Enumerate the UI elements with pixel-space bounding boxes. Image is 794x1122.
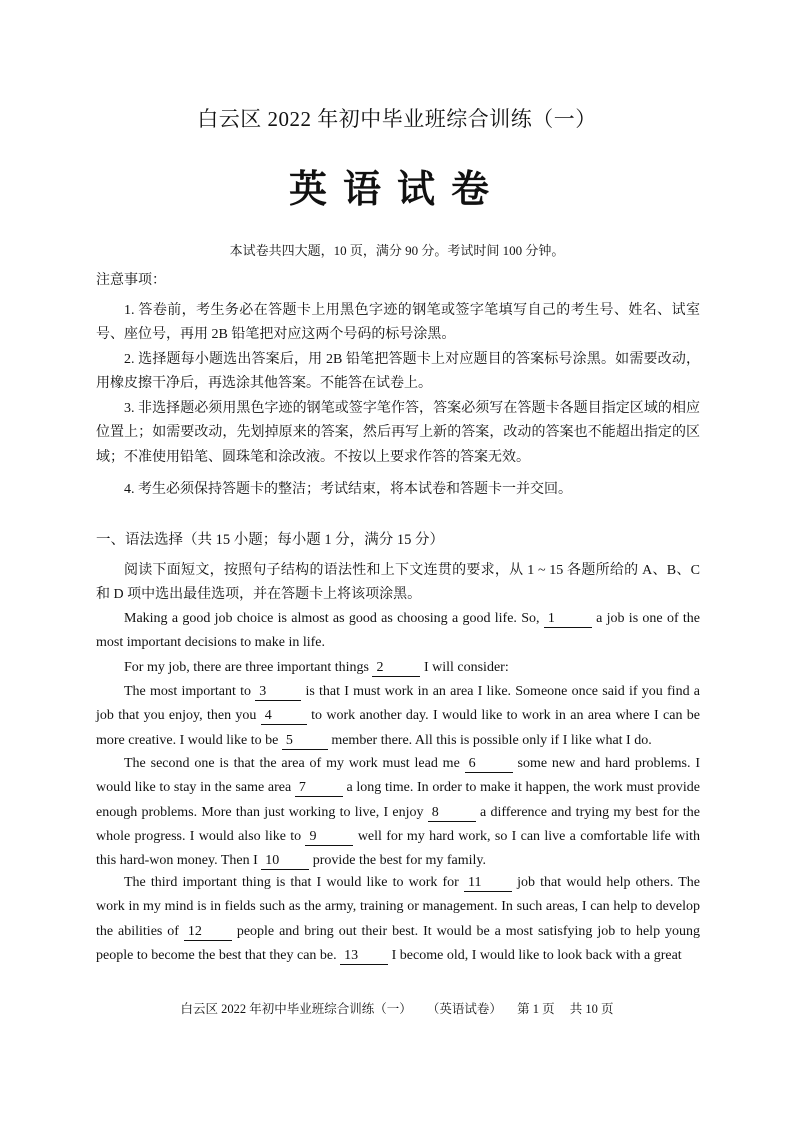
subject-title: 英语试卷 (288, 166, 505, 211)
passage-text: I will consider: (423, 660, 509, 675)
passage-text: some new and hard problems. I would like to stay in the same area (96, 756, 701, 796)
blank-10: 10 (261, 853, 309, 870)
section-instruction: 阅读下面短文，按照句子结构的语法性和上下文连贯的要求，从 1 ~ 15 各题所给的 A、B、C 和 D 项中选出最佳选项，并在答题卡上将该项涂黑。 (96, 563, 700, 603)
blank-8: 8 (428, 805, 476, 822)
passage-paragraph-3 (96, 680, 700, 753)
page-footer (0, 999, 794, 1017)
notice-heading: 注意事项： (96, 273, 166, 288)
passage-text: a long time. In order to make it happen, the work must provide enough problems. More than just working to live, I enjoy (96, 780, 700, 820)
passage-text: I become old, I would like to look back with a great (391, 947, 682, 963)
passage-text: a job is one of the most important decisions to make in life. (96, 611, 701, 651)
passage-text: member there. All this is possible only if I like what I do. (331, 732, 652, 748)
passage-paragraph-5 (96, 871, 700, 968)
passage-text: people and bring out their best. It would be a most satisfying job to help young people to become the best that they can be. (96, 923, 701, 963)
exam-info: 本试卷共四大题，10 页，满分 90 分。考试时间 100 分钟。 (229, 243, 565, 258)
footer-page-total: 共 10 页 (569, 1002, 614, 1016)
passage-paragraph-1 (96, 607, 700, 656)
section-heading: 一、语法选择（共 15 小题；每小题 1 分，满分 15 分） (96, 532, 444, 548)
passage-text: well for my hard work, so I can live a comfortable life with this hard-won money. Then I (96, 828, 701, 869)
blank-4: 4 (261, 708, 307, 725)
notice-item-4: 4. 考生必须保持答题卡的整洁；考试结束，将本试卷和答题卡一并交回。 (124, 482, 572, 497)
exam-title: 白云区 2022 年初中毕业班综合训练（一） (197, 107, 597, 131)
blank-13: 13 (340, 948, 388, 965)
blank-3: 3 (255, 684, 301, 701)
passage-text: Making a good job choice is almost as good as choosing a good life. So, (124, 611, 540, 626)
footer-subject: （英语试卷） (426, 1002, 502, 1016)
blank-1: 1 (544, 611, 592, 628)
passage-text: a difference and trying my best for the whole progress. I would also like to (96, 804, 700, 844)
blank-5: 5 (282, 733, 328, 750)
notice-item-2: 2. 选择题每小题选出答案后，用 2B 铅笔把答题卡上对应题目的答案标号涂黑。如需要改动，用橡皮擦干净后，再选涂其他答案。不能答在试卷上。 (96, 352, 700, 392)
passage-text: to work another day. I would like to work in an area where I can be more creative. I would like to be (96, 708, 701, 748)
blank-7: 7 (295, 780, 343, 797)
blank-6: 6 (465, 756, 513, 773)
footer-title: 白云区 2022 年初中毕业班综合训练（一） (180, 1002, 412, 1016)
passage-text: The most important to (124, 684, 251, 699)
notice-item-1: 1. 答卷前，考生务必在答题卡上用黑色字迹的钢笔或签字笔填写自己的考生号、姓名、试室号、座位号，再用 2B 铅笔把对应这两个号码的标号涂黑。 (96, 303, 700, 343)
blank-2: 2 (372, 660, 420, 677)
passage-text: is that I must work in an area I like. Someone once said if you find a job that you enjoy, then you (96, 684, 701, 724)
blank-9: 9 (305, 829, 353, 846)
notice-item-3: 3. 非选择题必须用黑色字迹的钢笔或签字笔作答，答案必须写在答题卡各题目指定区域的相应位置上；如需要改动，先划掉原来的答案，然后再写上新的答案，改动的答案也不能超出指定的区域；不准使用铅笔、圆珠笔和涂改液。不按以上要求作答的答案无效。 (96, 401, 700, 465)
passage-text: The third important thing is that I would like to work for (124, 875, 459, 890)
passage-text: provide the best for my family. (312, 853, 487, 869)
blank-12: 12 (184, 924, 232, 941)
blank-11: 11 (464, 875, 512, 892)
passage-paragraph-2 (96, 656, 700, 680)
passage-text: The second one is that the area of my work must lead me (124, 756, 460, 771)
footer-page-number: 第 1 页 (517, 1002, 555, 1016)
passage-paragraph-4 (96, 752, 700, 873)
passage-text: For my job, there are three important things (124, 660, 369, 675)
passage-text: job that would help others. The work in my mind is in fields such as the army, training or management. In such areas, I can help to develop the abilities of (96, 875, 701, 939)
